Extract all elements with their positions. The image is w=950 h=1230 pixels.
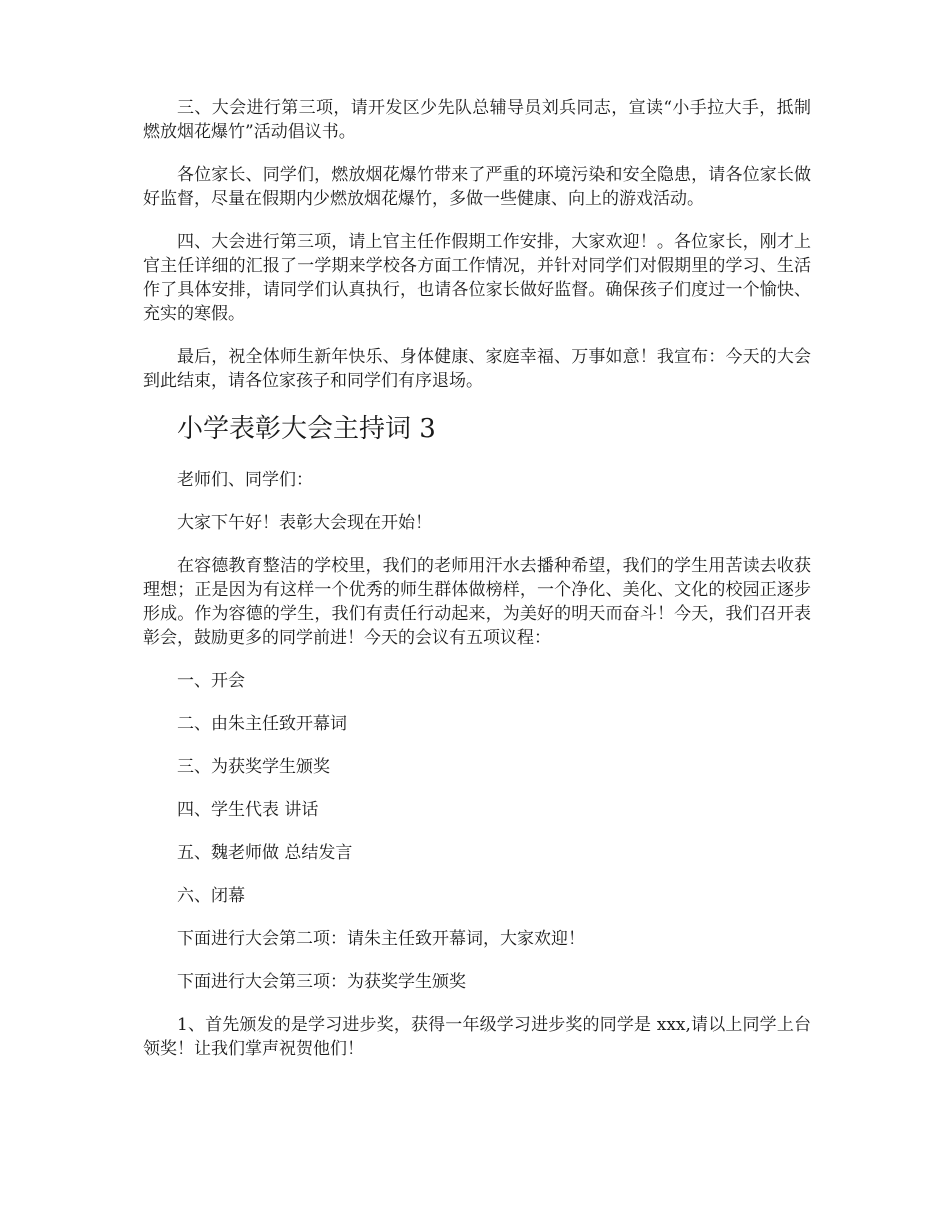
- agenda-item: 四、学生代表 讲话: [177, 800, 319, 820]
- opening-line: 大家下午好！表彰大会现在开始！: [177, 513, 432, 533]
- paragraph-closing: 最后，祝全体师生新年快乐、身体健康、家庭幸福、万事如意！我宣布：今天的大会到此结束，请各位家孩子和同学们有序退场。: [143, 347, 811, 391]
- agenda-item: 一、开会: [177, 671, 245, 691]
- agenda-item: 五、魏老师做 总结发言: [177, 843, 353, 863]
- document-page: [143, 96, 811, 1080]
- third-item-line: 下面进行大会第三项：为获奖学生颁奖: [177, 972, 466, 992]
- greeting: 老师们、同学们：: [177, 470, 313, 490]
- agenda-item: 三、为获奖学生颁奖: [177, 757, 330, 777]
- intro-paragraph: 在容德教育整洁的学校里，我们的老师用汗水去播种希望，我们的学生用苦读去收获理想；正是因为有这样一个优秀的师生群体做榜样，一个净化、美化、文化的校园正逐步形成。作为容德的学生，我们有责任行动起来，为美好的明天而奋斗！今天，我们召开表彰会，鼓励更多的同学前进！今天的会议有五项议程：: [143, 556, 811, 648]
- agenda-item: 六、闭幕: [177, 886, 245, 906]
- second-item-line: 下面进行大会第二项：请朱主任致开幕词，大家欢迎！: [177, 929, 585, 949]
- award-first-paragraph: 1、首先颁发的是学习进步奖，获得一年级学习进步奖的同学是 xxx,请以上同学上台领奖！让我们掌声祝贺他们！: [143, 1015, 811, 1059]
- paragraph-fourth-item: 四、大会进行第三项，请上官主任作假期工作安排，大家欢迎！。各位家长，刚才上官主任详细的汇报了一学期来学校各方面工作情况，并针对同学们对假期里的学习、生活作了具体安排，请同学们认真执行，也请各位家长做好监督。确保孩子们度过一个愉快、充实的寒假。: [143, 232, 811, 324]
- paragraph-fireworks-notice: 各位家长、同学们，燃放烟花爆竹带来了严重的环境污染和安全隐患，请各位家长做好监督，尽量在假期内少燃放烟花爆竹，多做一些健康、向上的游戏活动。: [143, 165, 811, 209]
- agenda-item: 二、由朱主任致开幕词: [177, 714, 347, 734]
- paragraph-third-item: 三、大会进行第三项，请开发区少先队总辅导员刘兵同志，宣读“小手拉大手，抵制燃放烟花爆竹”活动倡议书。: [143, 98, 811, 142]
- section-title: 小学表彰大会主持词 3: [177, 414, 436, 444]
